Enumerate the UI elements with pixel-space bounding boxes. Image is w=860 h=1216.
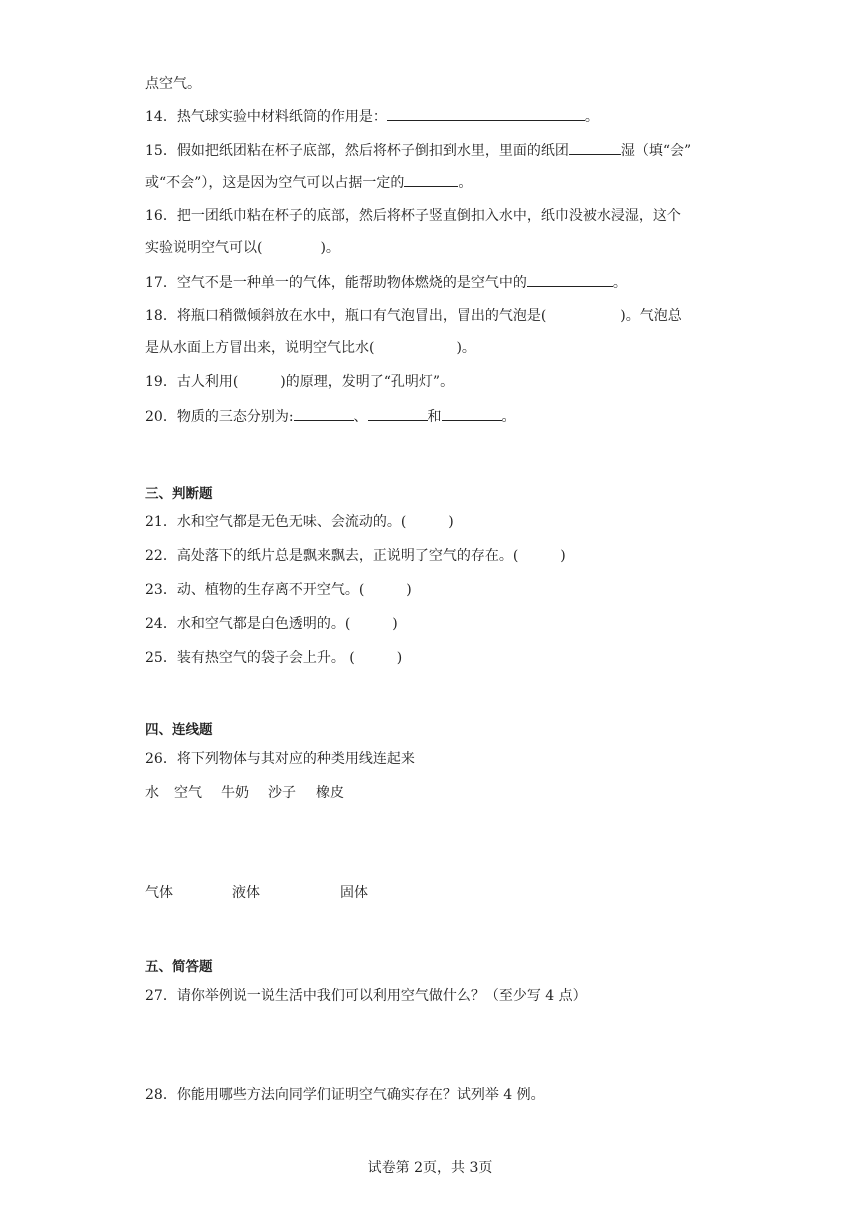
question-end: 。: [584, 109, 599, 125]
answer-blank[interactable]: [294, 406, 354, 421]
question-text: 或“不会”），这是因为空气可以占据一定的: [145, 175, 405, 191]
question-17: [145, 272, 627, 293]
question-number: 15．: [145, 143, 177, 159]
question-18-line-2: [145, 338, 476, 358]
question-number: 18．: [145, 308, 177, 324]
separator: 、: [353, 409, 368, 425]
question-19: [145, 372, 454, 392]
question-text: 高处落下的纸片总是飘来飘去，正说明了空气的存在。(: [176, 548, 519, 564]
answer-blank[interactable]: [387, 106, 585, 121]
question-text: 动、植物的生存离不开空气。(: [176, 582, 365, 598]
question-text: 热气球实验中材料纸筒的作用是：: [176, 109, 387, 125]
question-text: 实验说明空气可以(: [145, 240, 263, 256]
question-14: [145, 106, 599, 127]
question-number: 27．: [145, 988, 177, 1004]
q13-continuation: 点空气。: [145, 76, 201, 92]
question-number: 19．: [145, 374, 177, 390]
question-text: 物质的三态分别为:: [176, 409, 294, 425]
question-number: 14．: [145, 109, 177, 125]
question-16: [145, 206, 681, 226]
question-text: 装有热空气的袋子会上升。 (: [176, 650, 355, 666]
answer-blank[interactable]: [442, 406, 502, 421]
question-number: 28．: [145, 1087, 177, 1103]
question-number: 23．: [145, 582, 177, 598]
question-text: 将下列物体与其对应的种类用线连起来: [176, 751, 415, 767]
match-object[interactable]: 牛奶: [221, 785, 249, 801]
question-end: )。: [456, 340, 476, 356]
question-15: [145, 140, 691, 161]
question-16-line-2: [145, 238, 340, 258]
answer-blank[interactable]: [527, 272, 613, 287]
match-object[interactable]: 水: [145, 785, 159, 801]
question-text: 古人利用(: [176, 374, 239, 390]
question-23: [145, 580, 412, 600]
question-end: 。: [458, 175, 473, 191]
question-number: 25．: [145, 650, 177, 666]
section-heading-judge: 三、判断题: [145, 486, 213, 502]
question-end: 。: [501, 409, 516, 425]
question-number: 20．: [145, 409, 177, 425]
question-number: 21．: [145, 514, 177, 530]
match-category[interactable]: 气体: [145, 885, 173, 901]
question-text: 将瓶口稍微倾斜放在水中，瓶口有气泡冒出，冒出的气泡是(: [176, 308, 547, 324]
question-text: 湿（填“会”: [620, 143, 692, 159]
match-category[interactable]: 固体: [340, 885, 368, 901]
question-text: 水和空气都是无色无味、会流动的。(: [176, 514, 407, 530]
question-text: )的原理，发明了“孔明灯”。: [280, 374, 455, 390]
question-26: [145, 749, 415, 769]
separator: 和: [427, 409, 442, 425]
question-21: [145, 512, 454, 532]
question-number: 16．: [145, 208, 177, 224]
match-category[interactable]: 液体: [232, 885, 260, 901]
answer-blank[interactable]: [368, 406, 428, 421]
question-number: 17．: [145, 275, 177, 291]
question-end: ): [396, 650, 403, 666]
section-heading-match: 四、连线题: [145, 722, 213, 738]
question-end: ): [392, 616, 398, 632]
question-20: [145, 406, 516, 427]
question-number: 22．: [145, 548, 177, 564]
question-25: [145, 648, 402, 668]
question-text: 水和空气都是白色透明的。(: [176, 616, 351, 632]
question-15-line-2: [145, 172, 472, 193]
answer-blank[interactable]: [569, 140, 621, 155]
question-end: )。: [320, 240, 340, 256]
question-text: 是从水面上方冒出来，说明空气比水(: [145, 340, 375, 356]
question-text: 假如把纸团粘在杯子底部，然后将杯子倒扣到水里，里面的纸团: [176, 143, 569, 159]
question-24: [145, 614, 398, 634]
section-heading-short: 五、简答题: [145, 959, 213, 975]
question-number: 24．: [145, 616, 177, 632]
question-text: 你能用哪些方法向同学们证明空气确实存在？试列举 4 例。: [176, 1087, 545, 1103]
match-object[interactable]: 橡皮: [316, 785, 344, 801]
question-end: ): [560, 548, 566, 564]
match-object[interactable]: 沙子: [268, 785, 296, 801]
question-28: [145, 1085, 545, 1105]
question-number: 26．: [145, 751, 177, 767]
question-text: )。气泡总: [620, 308, 682, 324]
question-22: [145, 546, 566, 566]
question-text: 请你举例说一说生活中我们可以利用空气做什么？（至少写 4 点）: [176, 988, 587, 1004]
question-end: ): [448, 514, 454, 530]
question-text: 空气不是一种单一的气体，能帮助物体燃烧的是空气中的: [176, 275, 527, 291]
question-text: 把一团纸巾粘在杯子的底部，然后将杯子竖直倒扣入水中，纸巾没被水浸湿，这个: [176, 208, 681, 224]
page-footer: 试卷第 2页，共 3页: [367, 1160, 493, 1176]
question-end: 。: [612, 275, 627, 291]
question-18: [145, 306, 682, 326]
answer-blank[interactable]: [404, 172, 458, 187]
question-27: [145, 986, 587, 1006]
question-end: ): [406, 582, 412, 598]
match-object[interactable]: 空气: [174, 785, 202, 801]
